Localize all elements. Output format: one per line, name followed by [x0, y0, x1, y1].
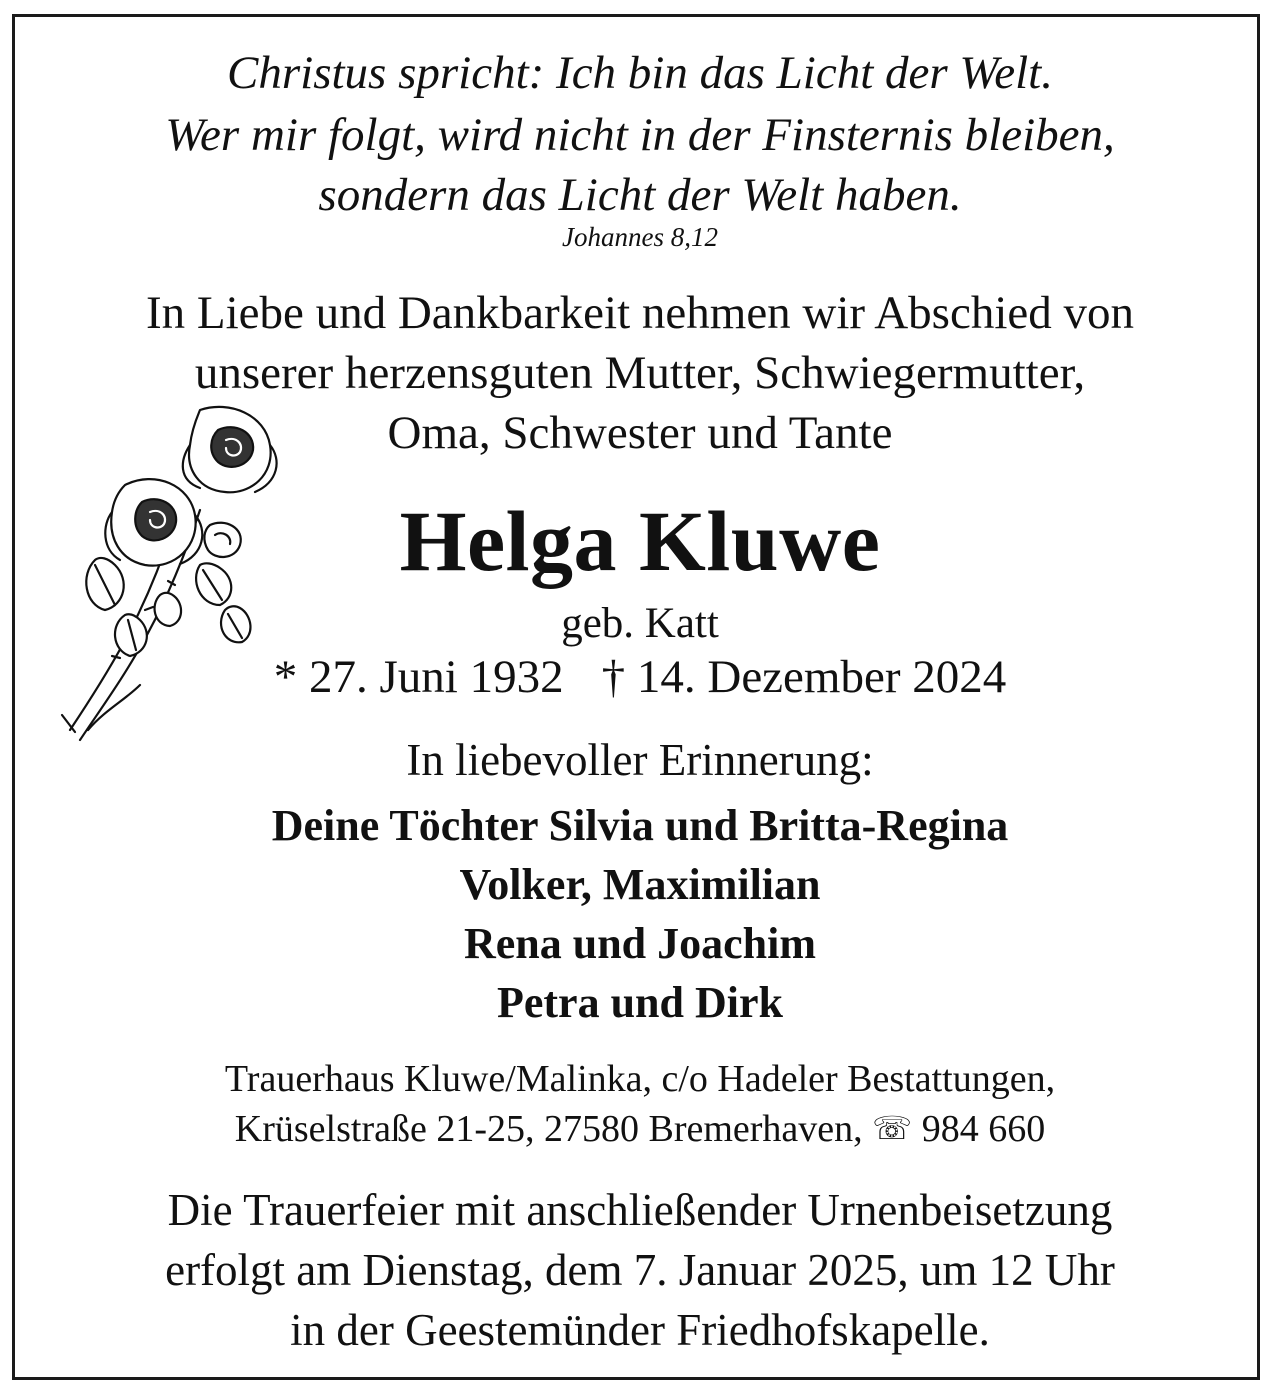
telephone-icon: ☏	[872, 1109, 913, 1147]
upper-rose-icon	[183, 407, 277, 492]
deceased-name: Helga Kluwe	[399, 493, 881, 589]
verse-line-2: Wer mir folgt, wird nicht in der Finsternis bleiben,	[165, 109, 1115, 161]
death-date: † 14. Dezember 2024	[601, 651, 1007, 703]
contact-phone: 984 660	[921, 1108, 1046, 1150]
mourner-line: Deine Töchter Silvia und Britta-Regina	[271, 801, 1009, 850]
contact-line-1: Trauerhaus Kluwe/Malinka, c/o Hadeler Bestattungen,	[224, 1058, 1056, 1100]
mourner-line: Volker, Maximilian	[459, 860, 821, 909]
birth-name: geb. Katt	[561, 600, 719, 647]
remembrance-label: In liebevoller Erinnerung:	[406, 735, 874, 785]
service-line-1: Die Trauerfeier mit anschließender Urnenbeisetzung	[167, 1185, 1113, 1235]
life-dates	[0, 651, 1280, 703]
intro-line-2: unserer herzensguten Mutter, Schwiegermutter,	[194, 347, 1086, 399]
contact-address: Krüselstraße 21-25, 27580 Bremerhaven,	[234, 1108, 863, 1150]
intro-line-3: Oma, Schwester und Tante	[387, 407, 893, 459]
service-line-3: in der Geestemünder Friedhofskapelle.	[290, 1305, 990, 1355]
service-line-2: erfolgt am Dienstag, dem 7. Januar 2025, um 12 Uhr	[165, 1245, 1115, 1295]
verse-line-3: sondern das Licht der Welt haben.	[318, 169, 962, 221]
intro-line-1: In Liebe und Dankbarkeit nehmen wir Abschied von	[145, 287, 1135, 339]
roses-illustration	[50, 400, 300, 770]
verse-reference: Johannes 8,12	[562, 222, 718, 252]
mourner-line: Petra und Dirk	[497, 978, 783, 1027]
verse-line-1: Christus spricht: Ich bin das Licht der Welt.	[227, 47, 1053, 99]
contact-line-2	[0, 1110, 1280, 1148]
mourner-line: Rena und Joachim	[463, 919, 817, 968]
birth-date: * 27. Juni 1932	[273, 651, 564, 703]
